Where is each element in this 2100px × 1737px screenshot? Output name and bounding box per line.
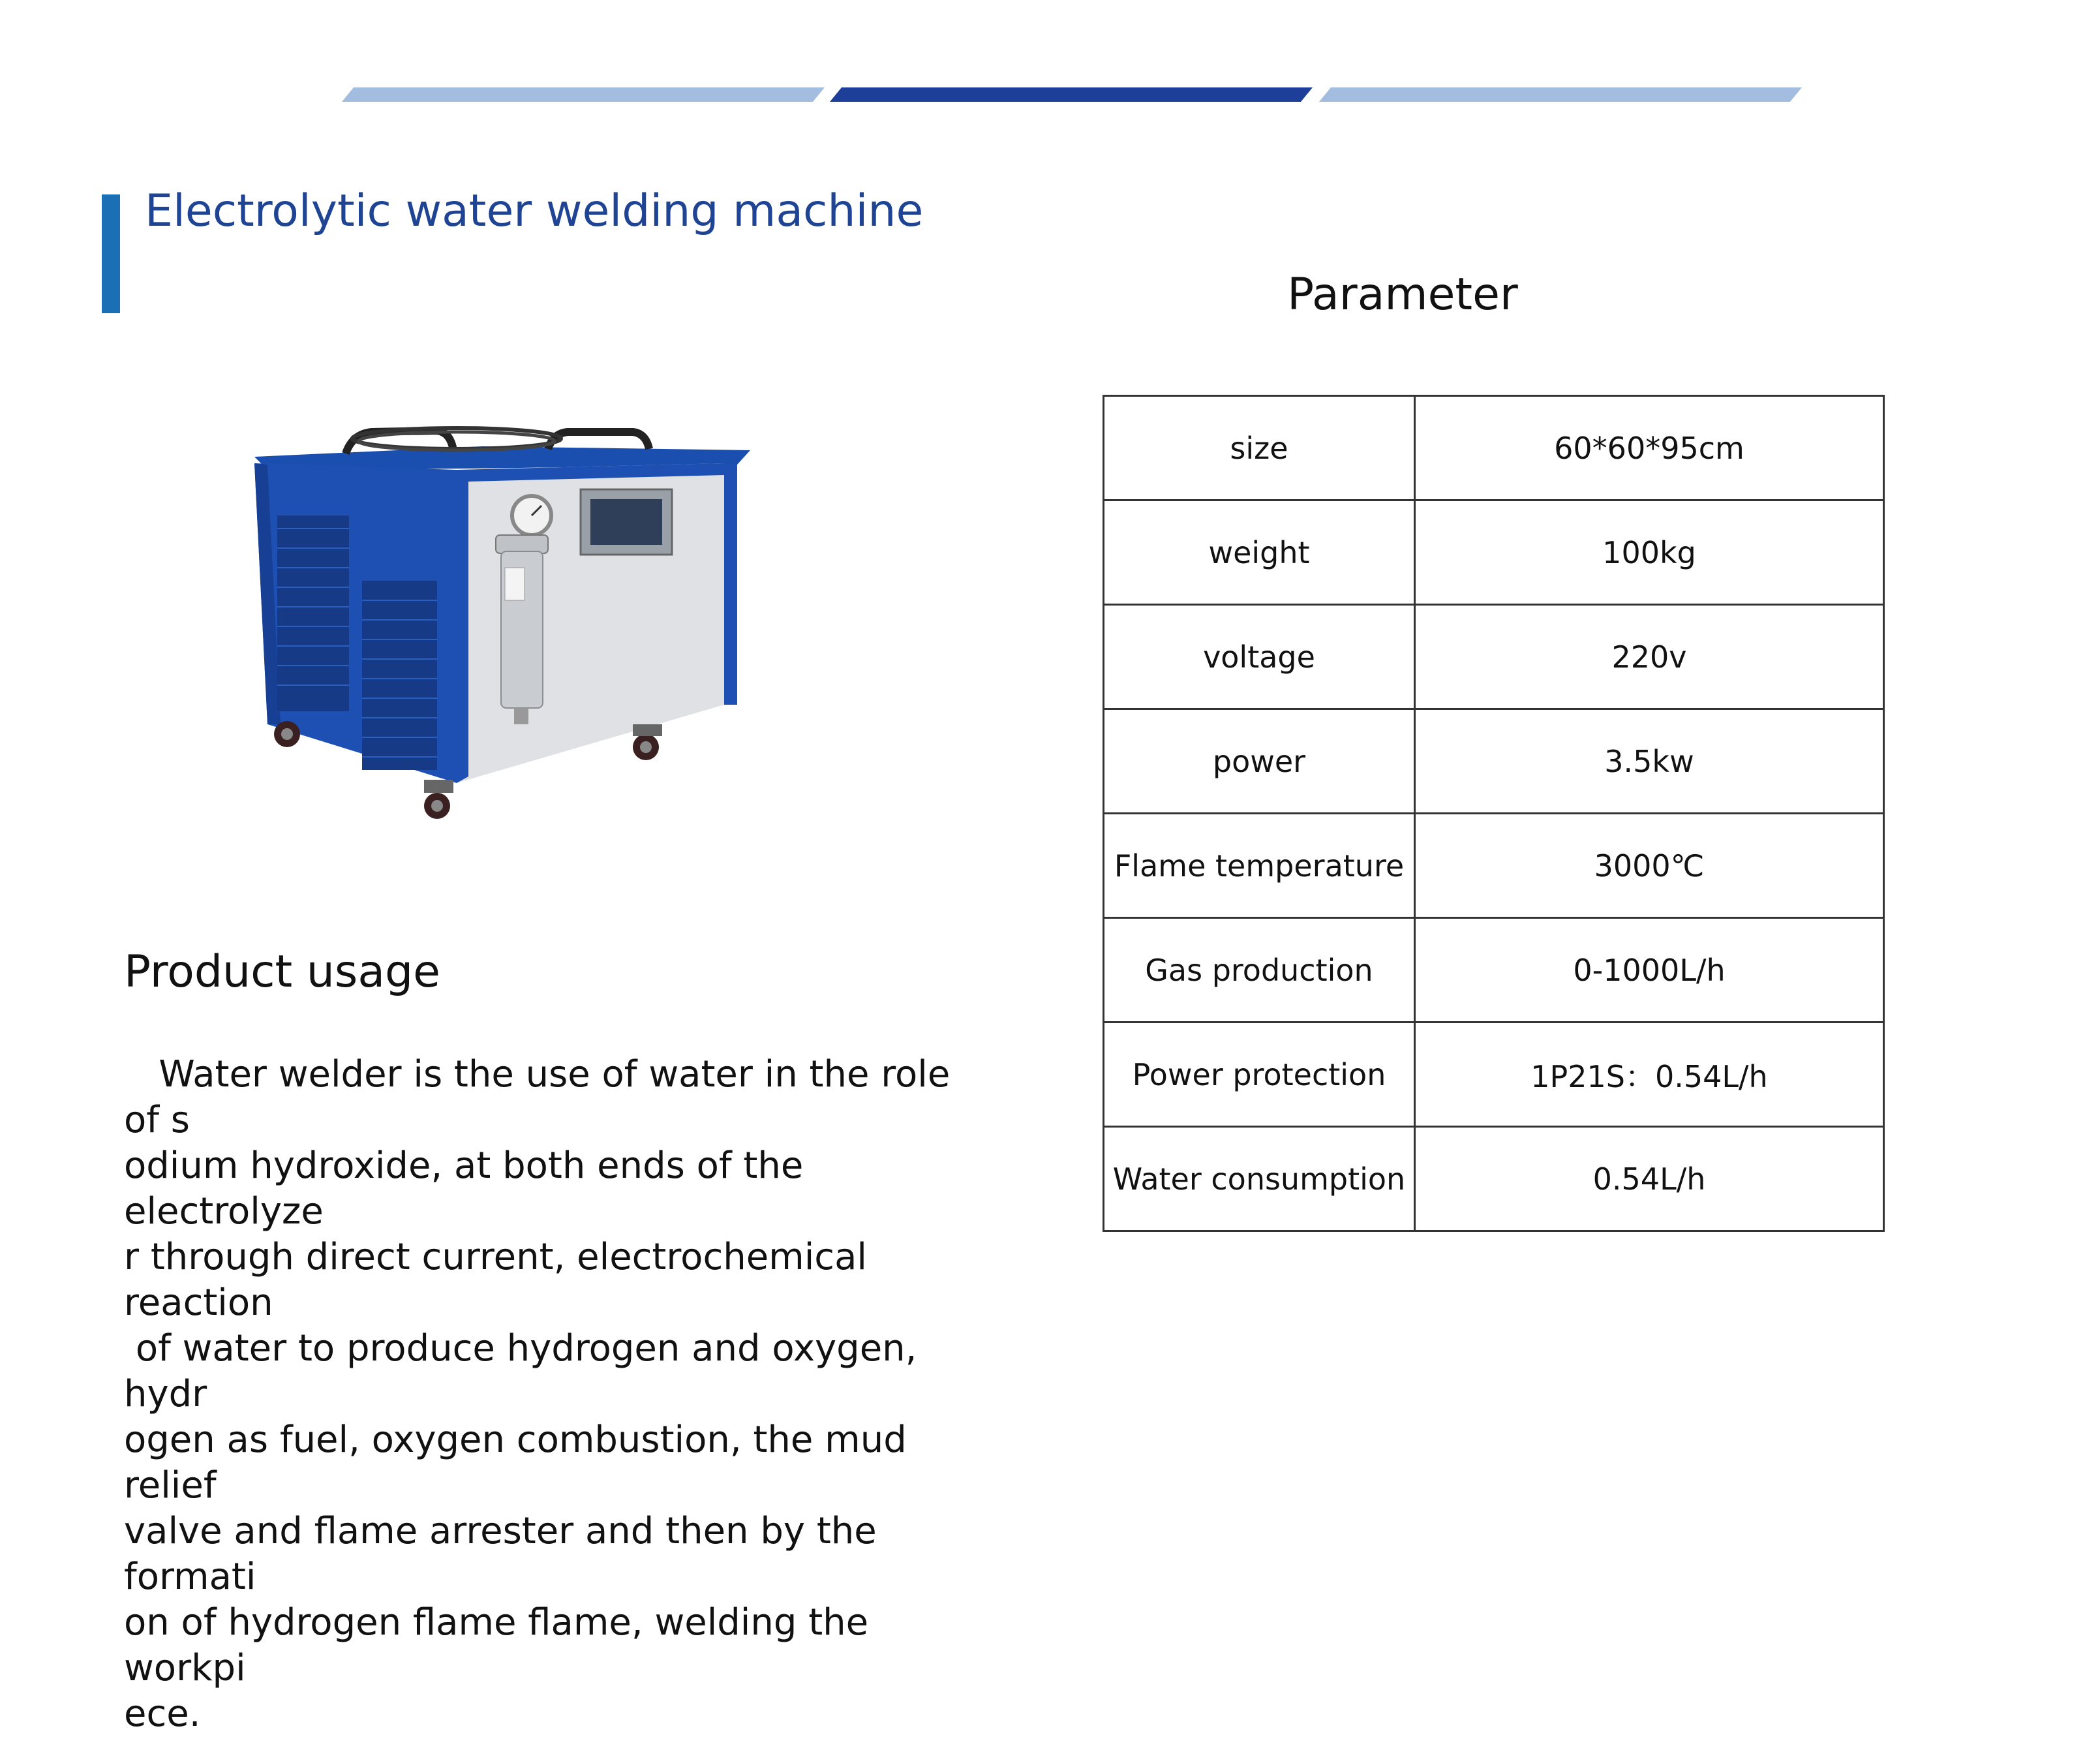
param-value: 220v <box>1415 605 1884 709</box>
param-value: 0.54L/h <box>1415 1127 1884 1231</box>
param-key: Flame temperature <box>1104 814 1415 918</box>
usage-description: Water welder is the use of water in the role of s odium hydroxide, at both ends of the electrolyze r through direct current, electrochemical reaction of water to produce hydrogen and oxygen, hydr ogen as fuel, oxygen combustion, the mud relief valve and flame arrester and then by the formati on of hydrogen flame flame, welding the workpi ece. <box>124 1053 951 1735</box>
param-key: weight <box>1104 500 1415 605</box>
table-row <box>1104 500 1884 605</box>
usage-heading: Product usage <box>124 946 440 998</box>
parameter-heading: Parameter <box>1287 269 1518 320</box>
decor-bar-middle <box>830 87 1313 102</box>
table-row <box>1104 709 1884 814</box>
page-title: Electrolytic water welding machine <box>145 185 924 237</box>
param-key: size <box>1104 396 1415 500</box>
decor-bar-left <box>342 87 825 102</box>
table-row <box>1104 814 1884 918</box>
param-value: 60*60*95cm <box>1415 396 1884 500</box>
parameter-table <box>1103 395 1885 1232</box>
table-row <box>1104 1127 1884 1231</box>
water-welding-machine-photo-icon <box>241 418 763 822</box>
param-value: 3000℃ <box>1415 814 1884 918</box>
param-key: Gas production <box>1104 918 1415 1022</box>
title-accent-bar <box>102 194 120 313</box>
table-row <box>1104 605 1884 709</box>
table-row <box>1104 918 1884 1022</box>
param-value: 3.5kw <box>1415 709 1884 814</box>
table-row <box>1104 396 1884 500</box>
param-key: power <box>1104 709 1415 814</box>
param-value: 0-1000L/h <box>1415 918 1884 1022</box>
param-key: voltage <box>1104 605 1415 709</box>
param-value: 100kg <box>1415 500 1884 605</box>
param-key: Power protection <box>1104 1022 1415 1127</box>
param-value: 1P21S：0.54L/h <box>1415 1022 1884 1127</box>
param-key: Water consumption <box>1104 1127 1415 1231</box>
table-row <box>1104 1022 1884 1127</box>
decor-bar-right <box>1319 87 1802 102</box>
